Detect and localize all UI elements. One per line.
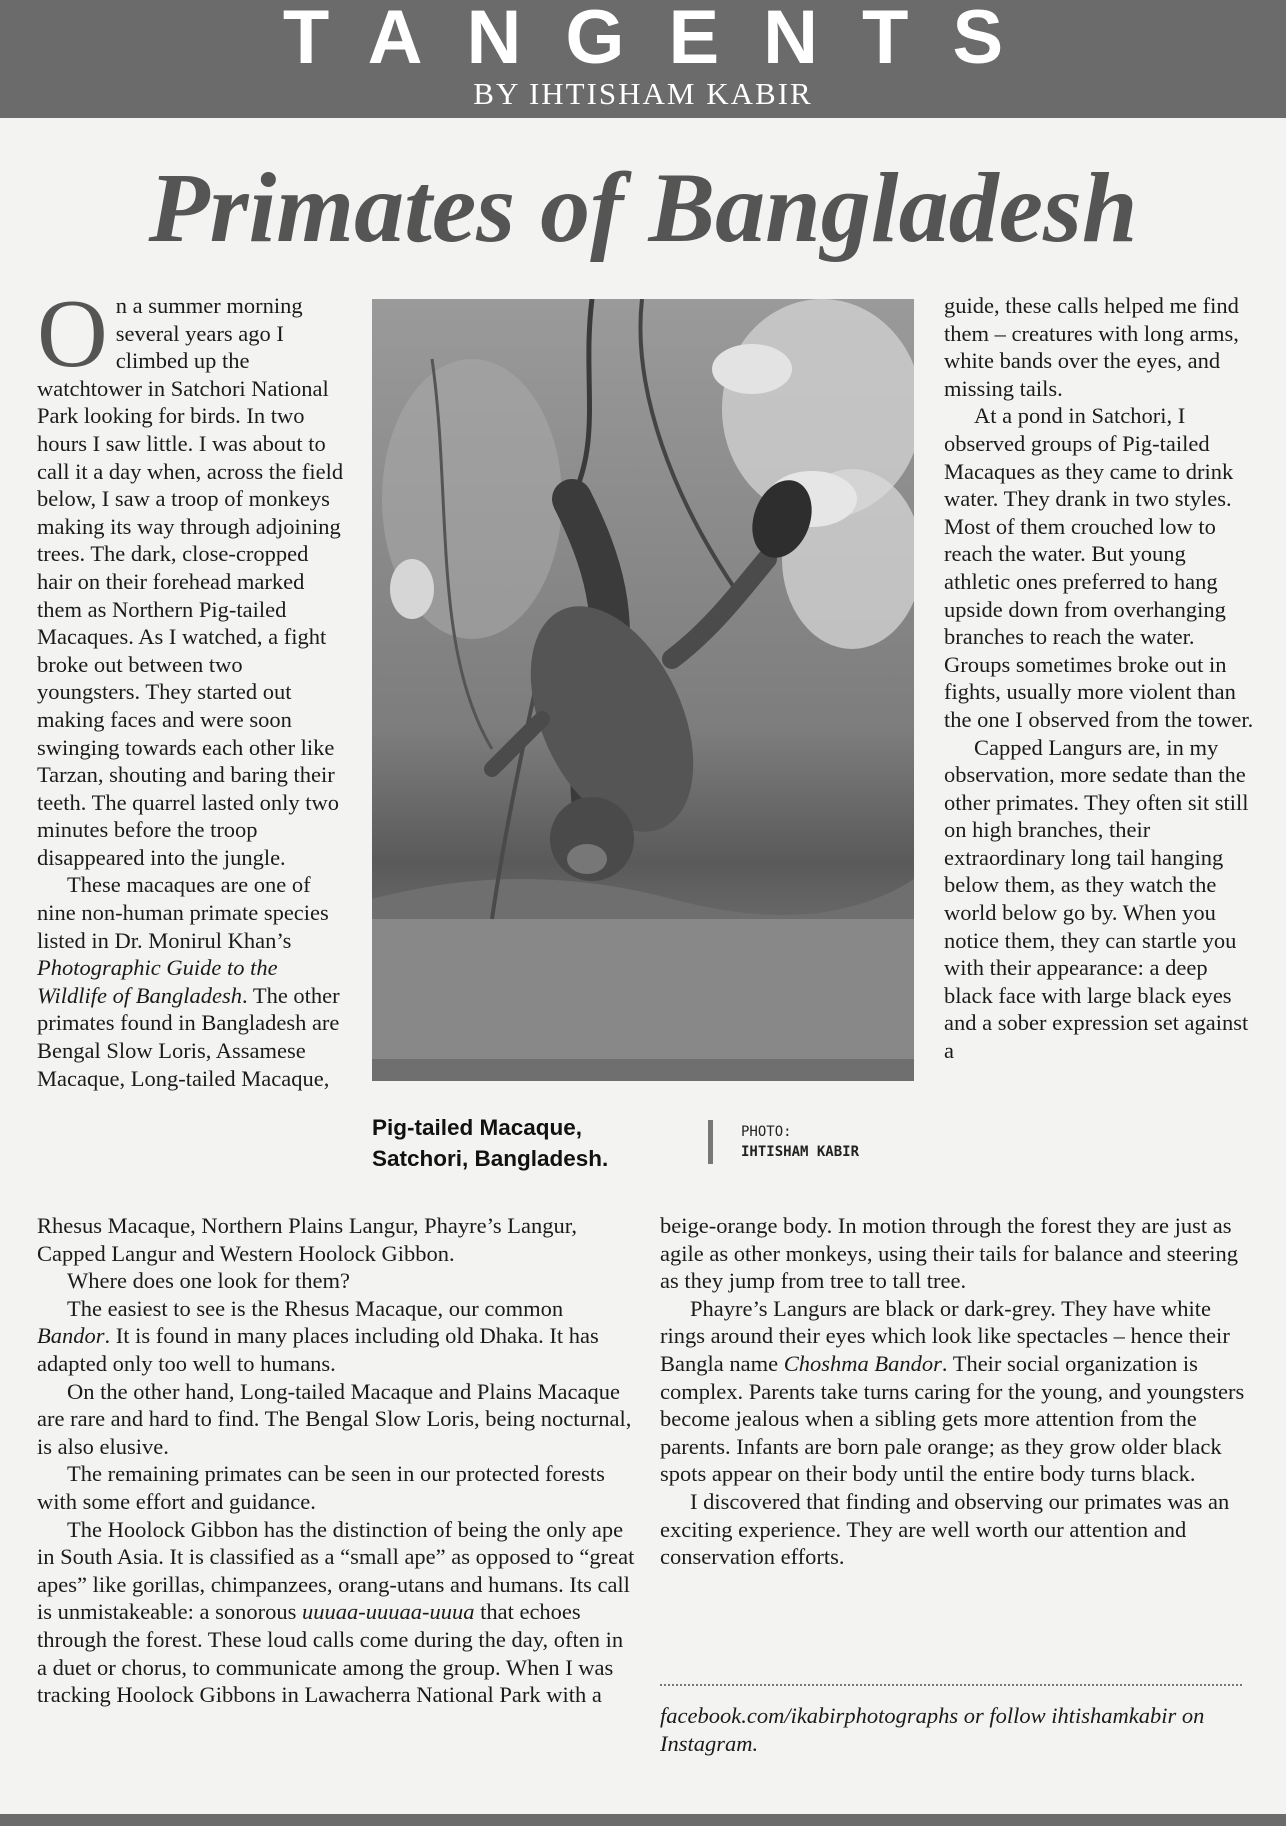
paragraph: Phayre’s Langurs are black or dark-grey. They have white rings around their eyes which look like spectacles – hence their Bangla name Choshma Bandor. Their social organization is complex. Parents take turns caring for the young, and youngsters become jealous when a sibling gets more attention from the parents. Infants are born pale orange; as they grow older black spots appear on their body until the entire body turns black. <box>660 1295 1245 1487</box>
macaque-photo <box>372 299 914 1081</box>
paragraph: Where does one look for them? <box>67 1268 351 1294</box>
photo-caption: Pig-tailed Macaque, Satchori, Bangladesh. <box>372 1115 609 1171</box>
paragraph: guide, these calls helped me find them – creatures with long arms, white bands over the eyes, and missing tails. <box>944 293 1239 401</box>
paragraph: beige-orange body. In motion through the forest they are just as agile as other monkeys, using their tails for balance and steering as they jump from tree to tall tree. <box>660 1213 1238 1294</box>
paragraph: On a summer morning several years ago I climbed up the watchtower in Satchori National Park looking for birds. In two hours I saw little. I was about to call it a day when, across the field below, I saw a troop of monkeys making its way through adjoining trees. The dark, close-cropped hair on their forehead marked them as Northern Pig-tailed Macaques. As I watched, a fight broke out between two youngsters. They started out making faces and were soon swinging towards each other like Tarzan, shouting and baring their teeth. The quarrel lasted only two minutes before the troop disappeared into the jungle. <box>37 280 344 870</box>
credit-label: PHOTO: <box>741 1124 792 1140</box>
paragraph: The easiest to see is the Rhesus Macaque, our common Bandor. It is found in many places including old Dhaka. It has adapted only too well to humans. <box>37 1295 599 1376</box>
paragraph: On the other hand, Long-tailed Macaque and Plains Macaque are rare and hard to find. The Bengal Slow Loris, being nocturnal, is also elusive. <box>37 1378 632 1459</box>
byline: BY IHTISHAM KABIR <box>473 76 813 111</box>
right-column <box>944 292 1254 1065</box>
paragraph: These macaques are one of nine non-human primate species listed in Dr. Monirul Khan’s Photographic Guide to the Wildlife of Bangladesh. The other primates found in Bangladesh are Bengal Slow Loris, Assamese Macaque, Long-tailed Macaque, <box>37 872 340 1091</box>
bottom-right-column <box>660 1212 1258 1571</box>
footer-social-note: facebook.com/ikabirphotographs or follow ihtishamkabir on Instagram. <box>660 1703 1205 1756</box>
left-column <box>37 280 347 1092</box>
credit-name: IHTISHAM KABIR <box>741 1144 860 1160</box>
credit-divider <box>708 1120 713 1164</box>
photo-credit <box>741 1122 859 1162</box>
paragraph: The Hoolock Gibbon has the distinction of being the only ape in South Asia. It is classified as a “small ape” as opposed to “great apes” like gorillas, chimpanzees, orang-utans and humans. Its call is unmistakeable: a sonorous uuuaa-uuuaa-uuua that echoes through the forest. These loud calls come during the day, often in a duet or chorus, to communicate among the group. When I was tracking Hoolock Gibbons in Lawacherra National Park with a <box>37 1516 635 1708</box>
bottom-left-column <box>37 1212 637 1709</box>
footer-divider <box>660 1684 1242 1686</box>
paragraph: The remaining primates can be seen in our protected forests with some effort and guidance. <box>37 1461 605 1514</box>
section-title: TANGENTS <box>282 0 1048 80</box>
bottom-rule <box>0 1814 1286 1826</box>
paragraph: At a pond in Satchori, I observed groups of Pig-tailed Macaques as they came to drink water. They drank in two styles. Most of them crouched low to reach the water. But young athletic ones preferred to hang upside down from overhanging branches to reach the water. Groups sometimes broke out in fights, usually more violent than the one I observed from the tower. <box>944 403 1254 732</box>
paragraph: I discovered that finding and observing our primates was an exciting experience. They are well worth our attention and conservation efforts. <box>660 1488 1230 1570</box>
drop-cap: O <box>37 280 108 388</box>
paragraph: Capped Langurs are, in my observation, more sedate than the other primates. They often sit still on high branches, their extraordinary long tail hanging below them, as they watch the world below go by. When you notice them, they can startle you with their appearance: a deep black face with large black eyes and a sober expression set against a <box>944 734 1249 1064</box>
masthead <box>0 0 1286 118</box>
article-headline: Primates of Bangladesh <box>148 152 1138 263</box>
paragraph: Rhesus Macaque, Northern Plains Langur, Phayre’s Langur, Capped Langur and Western Hoolock Gibbon. <box>37 1213 577 1266</box>
